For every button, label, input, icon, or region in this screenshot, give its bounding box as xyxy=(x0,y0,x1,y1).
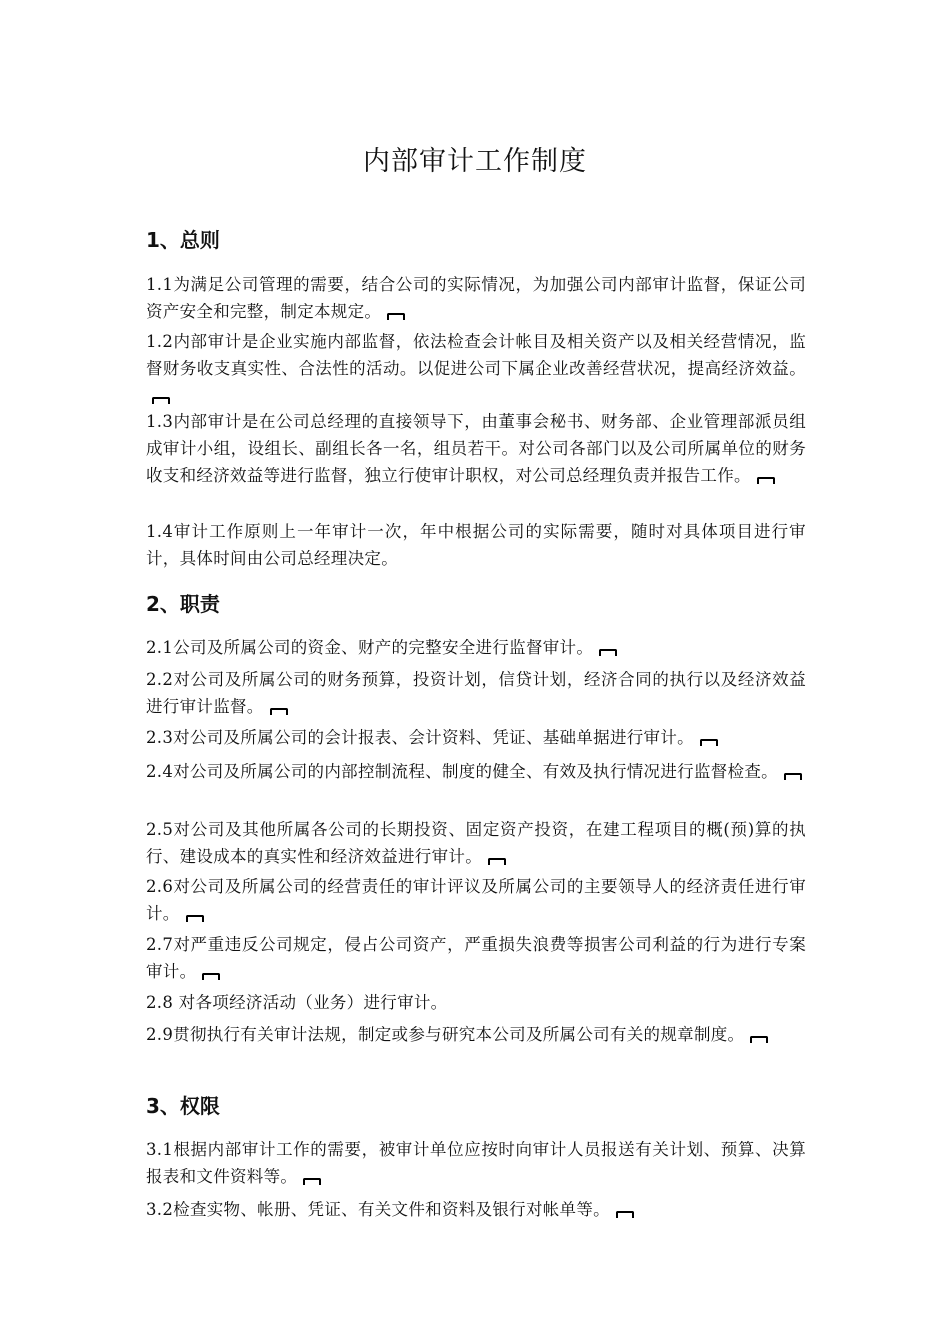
paragraph-mark-icon xyxy=(270,708,288,715)
paragraph-1-4 xyxy=(146,518,806,572)
paragraph-2-3 xyxy=(146,724,806,751)
paragraph-text: 2.4对公司及所属公司的内部控制流程、制度的健全、有效及执行情况进行监督检查。 xyxy=(146,762,778,781)
paragraph-mark-icon xyxy=(616,1211,634,1218)
paragraph-text: 1.2内部审计是企业实施内部监督，依法检查会计帐目及相关资产以及相关经营情况，监督财务收支真实性、合法性的活动。以促进公司下属企业改善经营状况，提高经济效益。 xyxy=(146,332,806,378)
paragraph-text: 3.1根据内部审计工作的需要，被审计单位应按时向审计人员报送有关计划、预算、决算报表和文件资料等。 xyxy=(146,1140,806,1186)
paragraph-2-8 xyxy=(146,989,806,1016)
paragraph-mark-icon xyxy=(152,397,170,404)
paragraph-3-2 xyxy=(146,1196,806,1223)
paragraph-text: 2.1公司及所属公司的资金、财产的完整安全进行监督审计。 xyxy=(146,638,594,657)
paragraph-1-3 xyxy=(146,408,806,489)
paragraph-text: 1.4审计工作原则上一年审计一次，年中根据公司的实际需要，随时对具体项目进行审计，具体时间由公司总经理决定。 xyxy=(146,522,806,568)
paragraph-mark-icon xyxy=(757,477,775,484)
paragraph-text: 2.8 对各项经济活动（业务）进行审计。 xyxy=(146,993,448,1012)
paragraph-text: 2.7对严重违反公司规定，侵占公司资产，严重损失浪费等损害公司利益的行为进行专案审计。 xyxy=(146,935,806,981)
paragraph-text: 2.3对公司及所属公司的会计报表、会计资料、凭证、基础单据进行审计。 xyxy=(146,728,694,747)
paragraph-2-2 xyxy=(146,666,806,720)
paragraph-text: 2.5对公司及其他所属各公司的长期投资、固定资产投资，在建工程项目的概(预)算的执行、建设成本的真实性和经济效益进行审计。 xyxy=(146,820,806,866)
paragraph-text: 1.1为满足公司管理的需要，结合公司的实际情况，为加强公司内部审计监督，保证公司资产安全和完整，制定本规定。 xyxy=(146,275,806,321)
document-title: 内部审计工作制度 xyxy=(363,146,587,177)
paragraph-2-5 xyxy=(146,816,806,870)
section-heading-duties: 2、职责 xyxy=(146,592,220,616)
paragraph-text: 2.6对公司及所属公司的经营责任的审计评议及所属公司的主要领导人的经济责任进行审计。 xyxy=(146,877,806,923)
paragraph-mark-icon xyxy=(202,973,220,980)
section-heading-authority: 3、权限 xyxy=(146,1094,220,1118)
paragraph-mark-icon xyxy=(700,739,718,746)
paragraph-2-7 xyxy=(146,931,806,985)
paragraph-2-4 xyxy=(146,758,806,785)
paragraph-2-9 xyxy=(146,1021,806,1048)
paragraph-text: 2.9贯彻执行有关审计法规，制定或参与研究本公司及所属公司有关的规章制度。 xyxy=(146,1025,745,1044)
paragraph-mark-icon xyxy=(750,1036,768,1043)
paragraph-mark-icon xyxy=(488,858,506,865)
paragraph-3-1 xyxy=(146,1136,806,1190)
paragraph-1-1 xyxy=(146,271,806,325)
paragraph-text: 3.2检查实物、帐册、凭证、有关文件和资料及银行对帐单等。 xyxy=(146,1200,610,1219)
paragraph-1-2 xyxy=(146,328,806,409)
paragraph-2-6 xyxy=(146,873,806,927)
paragraph-mark-icon xyxy=(599,649,617,656)
paragraph-mark-icon xyxy=(186,915,204,922)
paragraph-text: 2.2对公司及所属公司的财务预算，投资计划，信贷计划，经济合同的执行以及经济效益进行审计监督。 xyxy=(146,670,806,716)
paragraph-text: 1.3内部审计是在公司总经理的直接领导下，由董事会秘书、财务部、企业管理部派员组成审计小组，设组长、副组长各一名，组员若干。对公司各部门以及公司所属单位的财务收支和经济效益等进行监督，独立行使审计职权，对公司总经理负责并报告工作。 xyxy=(146,412,806,485)
paragraph-mark-icon xyxy=(387,313,405,320)
paragraph-2-1 xyxy=(146,634,806,661)
paragraph-mark-icon xyxy=(303,1178,321,1185)
paragraph-mark-icon xyxy=(784,773,802,780)
section-heading-general: 1、总则 xyxy=(146,228,220,252)
